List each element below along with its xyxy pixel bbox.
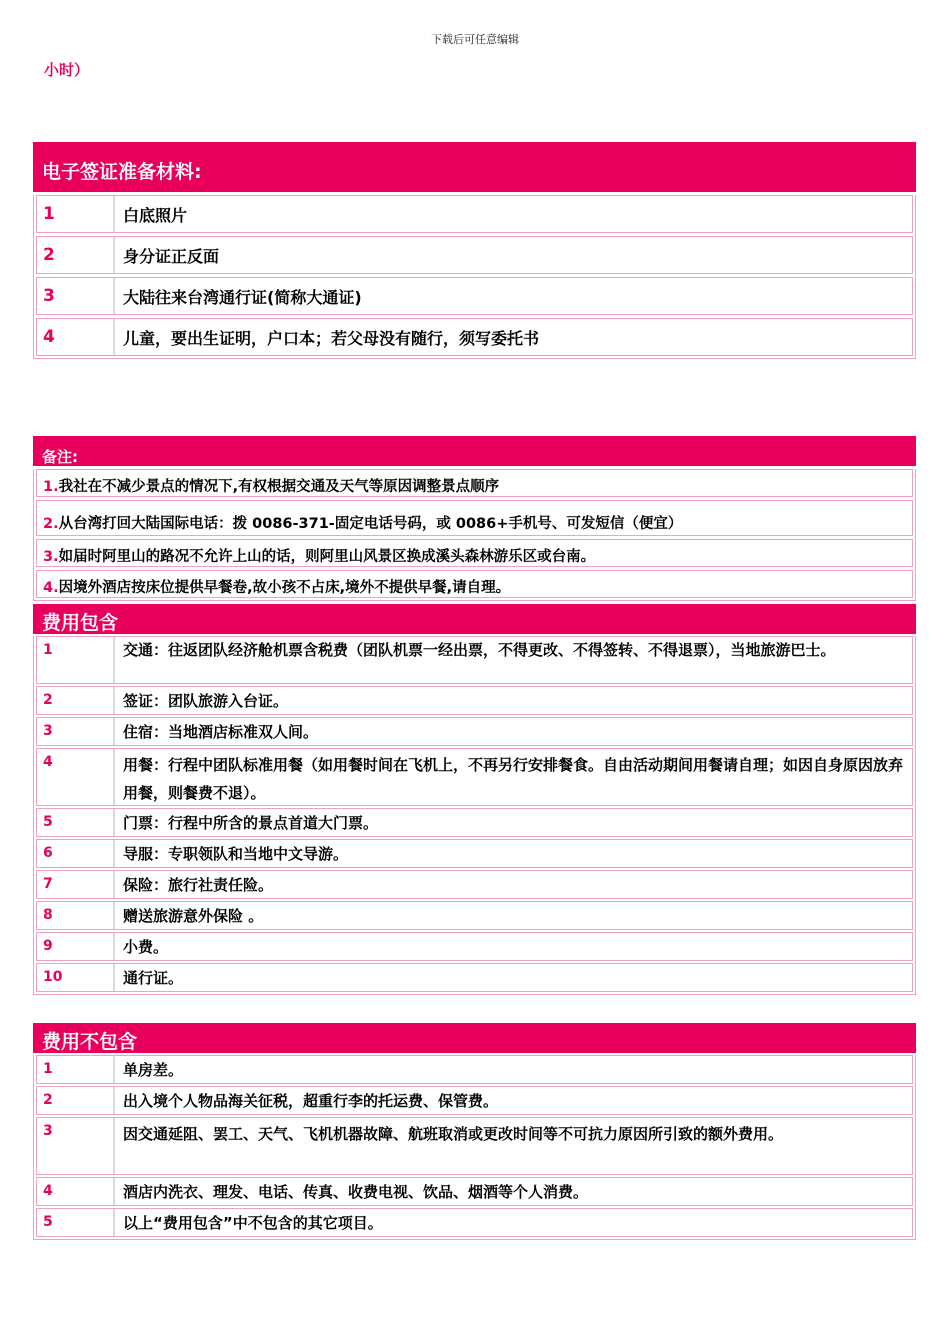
item-text: 门票：行程中所含的景点首道大门票。 <box>123 814 379 832</box>
item-text: 小费。 <box>123 938 169 956</box>
list-item <box>36 318 913 356</box>
list-item <box>36 277 913 315</box>
item-number: 6 <box>37 840 115 867</box>
item-text: 签证：团队旅游入台证。 <box>123 692 289 710</box>
item-text: 导服：专职领队和当地中文导游。 <box>123 845 349 863</box>
visa-materials-section <box>33 142 916 359</box>
list-item <box>36 932 913 961</box>
item-text: 通行证。 <box>123 969 184 987</box>
item-text: 酒店内洗衣、理发、电话、传真、收费电视、饮品、烟酒等个人消费。 <box>123 1183 589 1201</box>
section-title: 费用不包含 <box>33 1023 916 1053</box>
note-number: 3. <box>43 549 59 565</box>
section-title: 备注: <box>33 436 916 466</box>
section-title: 费用包含 <box>33 604 916 634</box>
item-number: 4 <box>37 319 115 355</box>
item-number: 2 <box>37 237 115 273</box>
note-text: 如届时阿里山的路况不允许上山的话，则阿里山风景区换成溪头森林游乐区或台南。 <box>58 549 596 565</box>
item-number: 3 <box>37 278 115 314</box>
note-item <box>36 570 913 598</box>
section-title: 电子签证准备材料: <box>33 142 916 192</box>
item-number: 5 <box>37 809 115 836</box>
list-item <box>36 236 913 274</box>
note-number: 1. <box>43 479 59 495</box>
note-number: 2. <box>43 516 59 532</box>
item-text: 儿童，要出生证明，户口本；若父母没有随行，须写委托书 <box>123 328 540 348</box>
note-item <box>36 500 913 536</box>
list-item <box>36 1086 913 1115</box>
item-number: 1 <box>37 1056 115 1083</box>
list-item <box>36 1177 913 1206</box>
item-text: 交通：往返团队经济舱机票含税费（团队机票一经出票，不得更改、不得签转、不得退票），当地旅游巴士。 <box>123 641 836 659</box>
item-text: 赠送旅游意外保险 。 <box>123 907 264 925</box>
list-item <box>36 808 913 837</box>
item-number: 1 <box>37 637 115 683</box>
item-number: 4 <box>37 749 115 805</box>
item-text: 因交通延阻、罢工、天气、飞机机器故障、航班取消或更改时间等不可抗力原因所引致的额外费用。 <box>123 1125 784 1143</box>
list-item <box>36 963 913 992</box>
note-text: 我社在不减少景点的情况下,有权根据交通及天气等原因调整景点顺序 <box>58 479 500 495</box>
list-item <box>36 636 913 684</box>
fee-included-section <box>33 604 916 995</box>
page-header-note: 下载后可任意编辑 <box>431 33 519 46</box>
item-number: 9 <box>37 933 115 960</box>
list-item <box>36 717 913 746</box>
item-number: 4 <box>37 1178 115 1205</box>
list-item <box>36 901 913 930</box>
list-item <box>36 1117 913 1175</box>
list-item <box>36 870 913 899</box>
list-item <box>36 839 913 868</box>
list-item <box>36 686 913 715</box>
item-number: 10 <box>37 964 115 991</box>
item-number: 3 <box>37 1118 115 1174</box>
note-text: 从台湾打回大陆国际电话：拨 0086-371-固定电话号码，或 0086+手机号、可发短信（便宜） <box>58 516 683 532</box>
item-text: 白底照片 <box>123 205 188 225</box>
item-text: 身分证正反面 <box>123 246 220 266</box>
item-number: 8 <box>37 902 115 929</box>
list-item <box>36 1208 913 1237</box>
list-item <box>36 1055 913 1084</box>
list-item <box>36 195 913 233</box>
note-item <box>36 469 913 497</box>
item-text: 保险：旅行社责任险。 <box>123 876 274 894</box>
item-number: 1 <box>37 196 115 232</box>
list-item <box>36 748 913 806</box>
fee-excluded-section <box>33 1023 916 1240</box>
note-number: 4. <box>43 580 59 596</box>
item-number: 7 <box>37 871 115 898</box>
note-text: 因境外酒店按床位提供早餐卷,故小孩不占床,境外不提供早餐,请自理。 <box>58 580 511 596</box>
note-item <box>36 539 913 567</box>
item-number: 3 <box>37 718 115 745</box>
item-text: 用餐：行程中团队标准用餐（如用餐时间在飞机上，不再另行安排餐食。自由活动期间用餐请自理；如因自身原因放弃用餐，则餐费不退）。 <box>123 756 904 802</box>
item-number: 2 <box>37 1087 115 1114</box>
notes-section <box>33 436 916 601</box>
item-number: 5 <box>37 1209 115 1236</box>
item-number: 2 <box>37 687 115 714</box>
item-text: 出入境个人物品海关征税，超重行李的托运费、保管费。 <box>123 1092 499 1110</box>
item-text: 以上“费用包含”中不包含的其它项目。 <box>123 1214 383 1232</box>
item-text: 住宿：当地酒店标准双人间。 <box>123 723 319 741</box>
previous-section-tail: 小时） <box>44 61 90 79</box>
item-text: 单房差。 <box>123 1061 184 1079</box>
item-text: 大陆往来台湾通行证(简称大通证) <box>123 287 362 307</box>
